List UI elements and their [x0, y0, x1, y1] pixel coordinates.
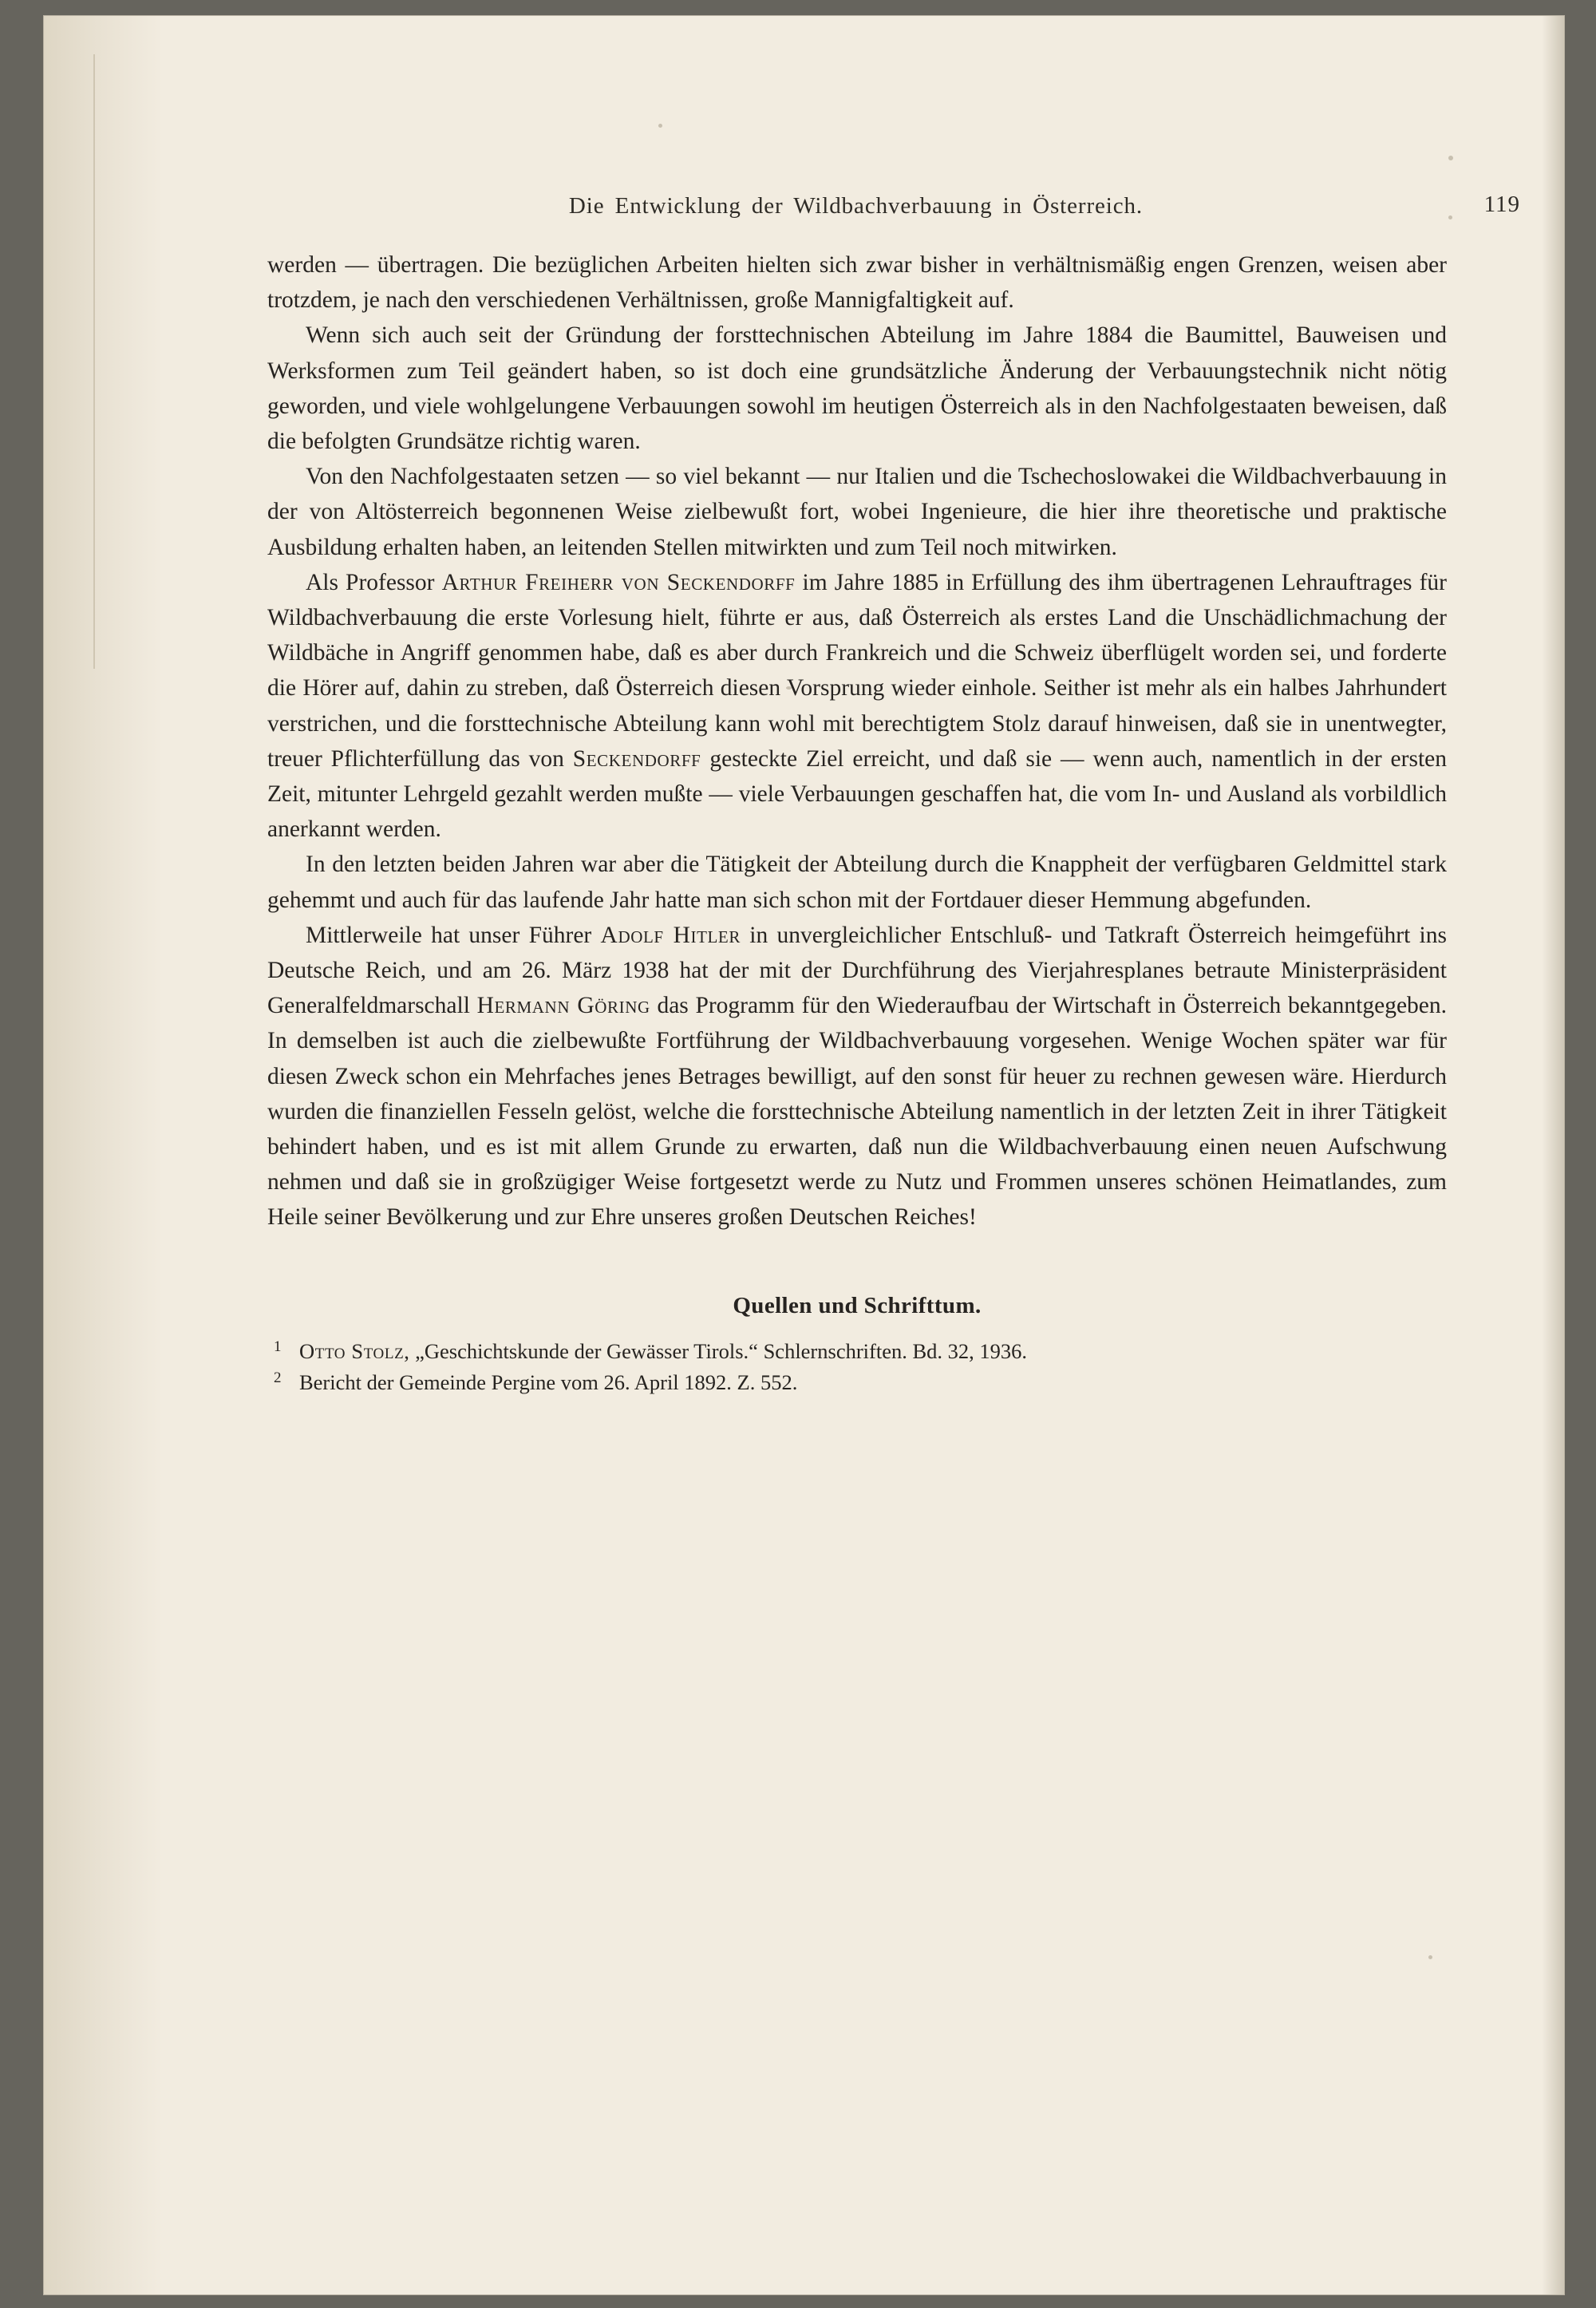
- text-run: Als Professor: [306, 569, 442, 595]
- running-head: [267, 193, 1444, 219]
- body-paragraph: In den letzten beiden Jahren war aber die Tätigkeit der Abteilung durch die Knappheit der verfügbaren Geldmittel stark gehemmt und auch für das laufende Jahr hatte man sich schon mit der Fortdauer dieser Hemmung abgefunden.: [267, 852, 1447, 913]
- small-caps-name: Otto Stolz,: [299, 1338, 410, 1363]
- binding-gutter: [44, 16, 164, 2294]
- body-paragraph: Wenn sich auch seit der Gründung der forsttechnischen Abteilung im Jahre 1884 die Baumittel, Bauweisen und Werksformen zum Teil geändert haben, so ist doch eine grundsätzliche Änderung der Verbauungstechnik nicht nötig geworden, und viele wohlgelungene Verbauungen sowohl im heutigen Österreich als in den Nachfolgestaaten beweisen, daß die befolgten Grundsätze richtig waren.: [267, 322, 1447, 455]
- footnote-item: [267, 1367, 1447, 1398]
- text-run: „Geschichtskunde der Gewässer Tirols.“ Schlernschriften. Bd. 32, 1936.: [409, 1338, 1028, 1363]
- text-run: das Programm für den Wiederaufbau der Wirtschaft in Österreich bekanntgegeben. In demselben ist auch die zielbewußte Fortführung der Wildbachverbauung vorgesehen. Wenige Wochen später war für diesen Zweck schon ein Mehrfaches jenes Betrages bewilligt, auf den sonst für heuer zu rechnen gewesen wäre. Hierdurch wurden die finanziellen Fesseln gelöst, welche die forsttechnische Abteilung namentlich in der letzten Zeit in ihrer Tätigkeit behindert haben, und es ist mit allem Grunde zu erwarten, daß nun die Wildbachverbauung einen neuen Aufschwung nehmen und daß sie in großzügiger Weise fortgesetzt werde zu Nutz und Frommen unseres schönen Heimatlandes, zum Heile seiner Bevölkerung und zur Ehre unseres großen Deutschen Reiches!: [267, 993, 1447, 1231]
- text-run: gesteckte Ziel erreicht, und daß sie — wenn auch, namentlich in der ersten Zeit, mitunter Lehrgeld gezahlt werden mußte — viele Verbauungen geschaffen hat, die vom In- und Ausland als vorbildlich anerkannt werden.: [267, 745, 1447, 843]
- small-caps-name: Seckendorff: [572, 745, 701, 772]
- references-heading: Quellen und Schrifttum.: [733, 1292, 982, 1318]
- small-caps-name: Arthur Freiherr von Seckendorff: [441, 569, 796, 595]
- gutter-crease-line: [93, 54, 95, 669]
- body-paragraph: Von den Nachfolgestaaten setzen — so viel bekannt — nur Italien und die Tschechoslowakei die Wildbachverbauung in der von Altösterreich begonnenen Weise zielbewußt fort, wobei Ingenieure, die hier ihre theoretische und praktische Ausbildung erhalten haben, an leitenden Stellen mitwirkten und zum Teil noch mitwirken.: [267, 464, 1447, 560]
- small-caps-name: Hermann Göring: [476, 993, 650, 1019]
- running-head-title: Die Entwicklung der Wildbachverbauung in Österreich.: [568, 193, 1144, 219]
- footnote-item: [267, 1336, 1447, 1367]
- paragraph-list: [267, 247, 1447, 1235]
- text-run: Bericht der Gemeinde Pergine vom 26. April 1892. Z. 552.: [299, 1369, 798, 1394]
- page-edge-shadow: [1542, 16, 1564, 2294]
- text-run: im Jahre 1885 in Erfüllung des ihm übertragenen Lehrauftrages für Wildbachverbauung die erste Vorlesung hielt, führte er aus, daß Österreich als erstes Land die Unschädlichmachung der Wildbäche in Angriff genommen habe, daß es aber durch Frankreich und die Schweiz überflügelt worden sei, und forderte die Hörer auf, dahin zu streben, daß Österreich diesen Vorsprung wieder einhole. Seither ist mehr als ein halbes Jahrhundert verstrichen, und die forsttechnische Abteilung kann wohl mit berechtigtem Stolz darauf hinweisen, daß sie in unentwegter, treuer Pflichterfüllung das von: [267, 569, 1448, 772]
- footnote-marker: 1: [274, 1338, 282, 1355]
- footnote-list: [267, 1336, 1447, 1398]
- text-run: in unvergleichlicher Entschluß- und Tatkraft Österreich heimgeführt ins Deutsche Reich, und am 26. März 1938 hat der mit der Durchführung des Vierjahresplanes betraute Ministerpräsident Generalfeldmarschall: [267, 922, 1447, 1019]
- body-paragraph: werden — übertragen. Die bezüglichen Arbeiten hielten sich zwar bisher in verhältnismäßig engen Grenzen, weisen aber trotzdem, je nach den verschiedenen Verhältnissen, große Mannigfaltigkeit auf.: [267, 252, 1447, 314]
- page-number: 119: [1483, 192, 1520, 217]
- body-text: [267, 247, 1447, 1398]
- footnote-marker: 2: [274, 1369, 282, 1386]
- small-caps-name: Adolf Hitler: [600, 922, 741, 948]
- body-paragraph: [267, 565, 1447, 848]
- body-paragraph: [267, 918, 1447, 1235]
- page-sheet: [44, 16, 1564, 2294]
- page-content: [164, 16, 1520, 2294]
- text-run: Mittlerweile hat unser Führer: [306, 922, 601, 948]
